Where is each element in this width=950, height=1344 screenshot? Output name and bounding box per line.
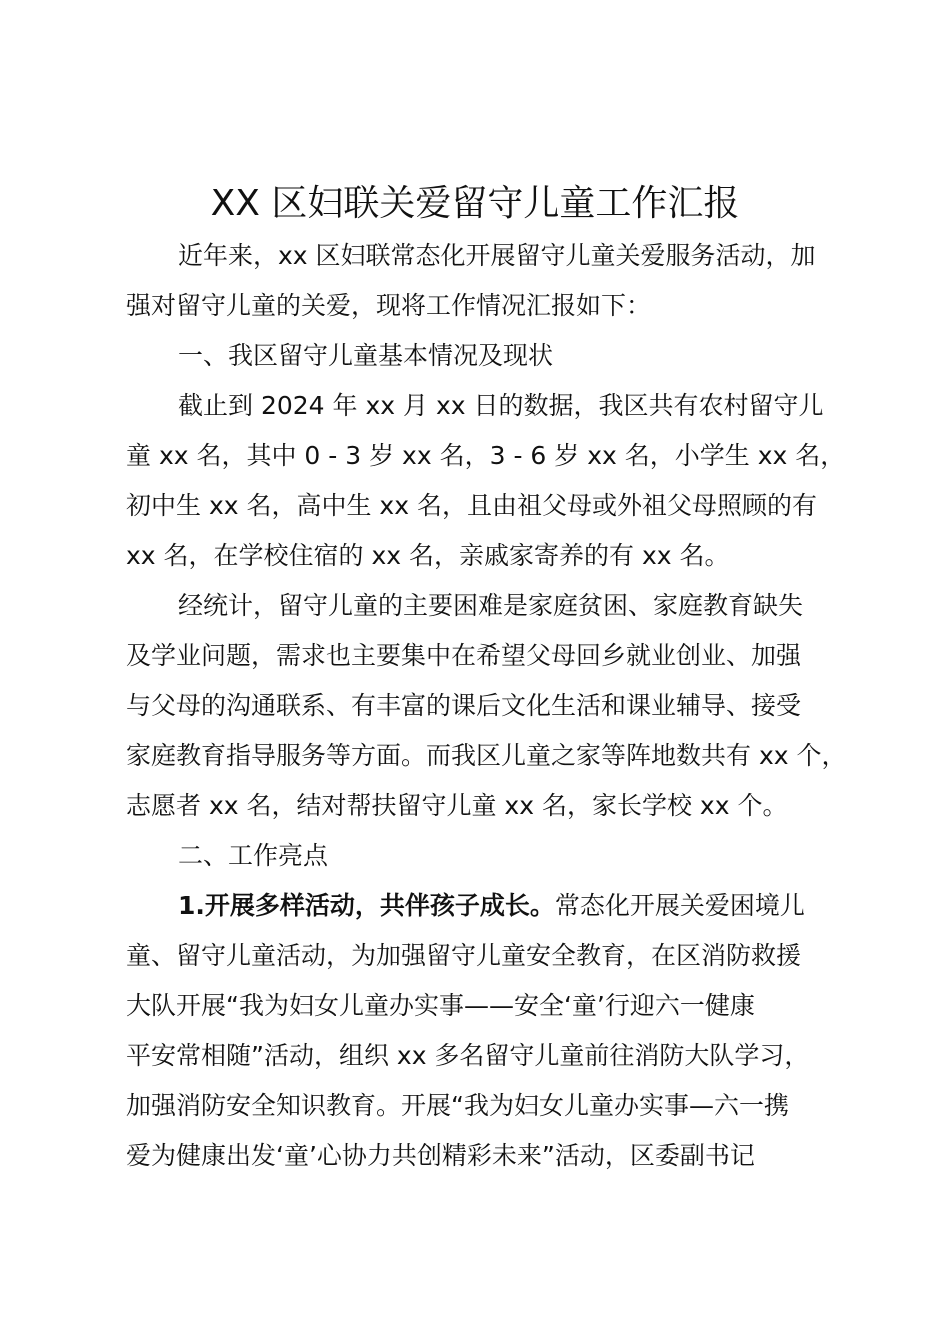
- section-heading-2: 二、工作亮点: [178, 841, 329, 870]
- document-body: [126, 231, 847, 1181]
- paragraph-status-line-4: xx 名，在学校住宿的 xx 名，亲戚家寄养的有 xx 名。: [126, 541, 730, 570]
- paragraph-status-line-3: 初中生 xx 名，高中生 xx 名，且由祖父母或外祖父母照顾的有: [126, 491, 817, 520]
- paragraph-intro-line-2: 强对留守儿童的关爱，现将工作情况汇报如下：: [126, 291, 652, 320]
- activity-line-1-text: 常态化开展关爱困境儿: [554, 891, 805, 920]
- paragraph-activity-line-4: 平安常相随”活动，组织 xx 多名留守儿童前往消防大队学习，: [126, 1041, 810, 1070]
- paragraph-statistics-line-5: 志愿者 xx 名，结对帮扶留守儿童 xx 名，家长学校 xx 个。: [126, 791, 788, 820]
- paragraph-activity-line-3: 大队开展“我为妇女儿童办实事——安全‘童’行迎六一健康: [126, 991, 755, 1020]
- document-title: XX 区妇联关爱留守儿童工作汇报: [210, 183, 740, 224]
- paragraph-intro-line-1: 近年来，xx 区妇联常态化开展留守儿童关爱服务活动，加: [178, 241, 816, 270]
- paragraph-activity-line-6: 爱为健康出发‘童’心协力共创精彩未来”活动，区委副书记: [126, 1141, 755, 1170]
- paragraph-status-line-1: 截止到 2024 年 xx 月 xx 日的数据，我区共有农村留守儿: [178, 391, 824, 420]
- paragraph-statistics-line-4: 家庭教育指导服务等方面。而我区儿童之家等阵地数共有 xx 个，: [126, 741, 847, 770]
- activity-heading: 1.开展多样活动，共伴孩子成长。: [178, 891, 555, 920]
- paragraph-statistics-line-2: 及学业问题，需求也主要集中在希望父母回乡就业创业、加强: [126, 641, 802, 670]
- paragraph-statistics-line-3: 与父母的沟通联系、有丰富的课后文化生活和课业辅导、接受: [126, 691, 802, 720]
- paragraph-status-line-2: 童 xx 名，其中 0 - 3 岁 xx 名，3 - 6 岁 xx 名，小学生 xx 名，: [126, 441, 846, 470]
- paragraph-activity-line-5: 加强消防安全知识教育。开展“我为妇女儿童办实事—六一携: [126, 1091, 789, 1120]
- section-heading-1: 一、我区留守儿童基本情况及现状: [178, 341, 554, 370]
- paragraph-statistics-line-1: 经统计，留守儿童的主要困难是家庭贫困、家庭教育缺失: [178, 591, 804, 620]
- paragraph-activity-line-2: 童、留守儿童活动，为加强留守儿童安全教育，在区消防救援: [126, 941, 802, 970]
- paragraph-activity-line-1: [126, 881, 838, 931]
